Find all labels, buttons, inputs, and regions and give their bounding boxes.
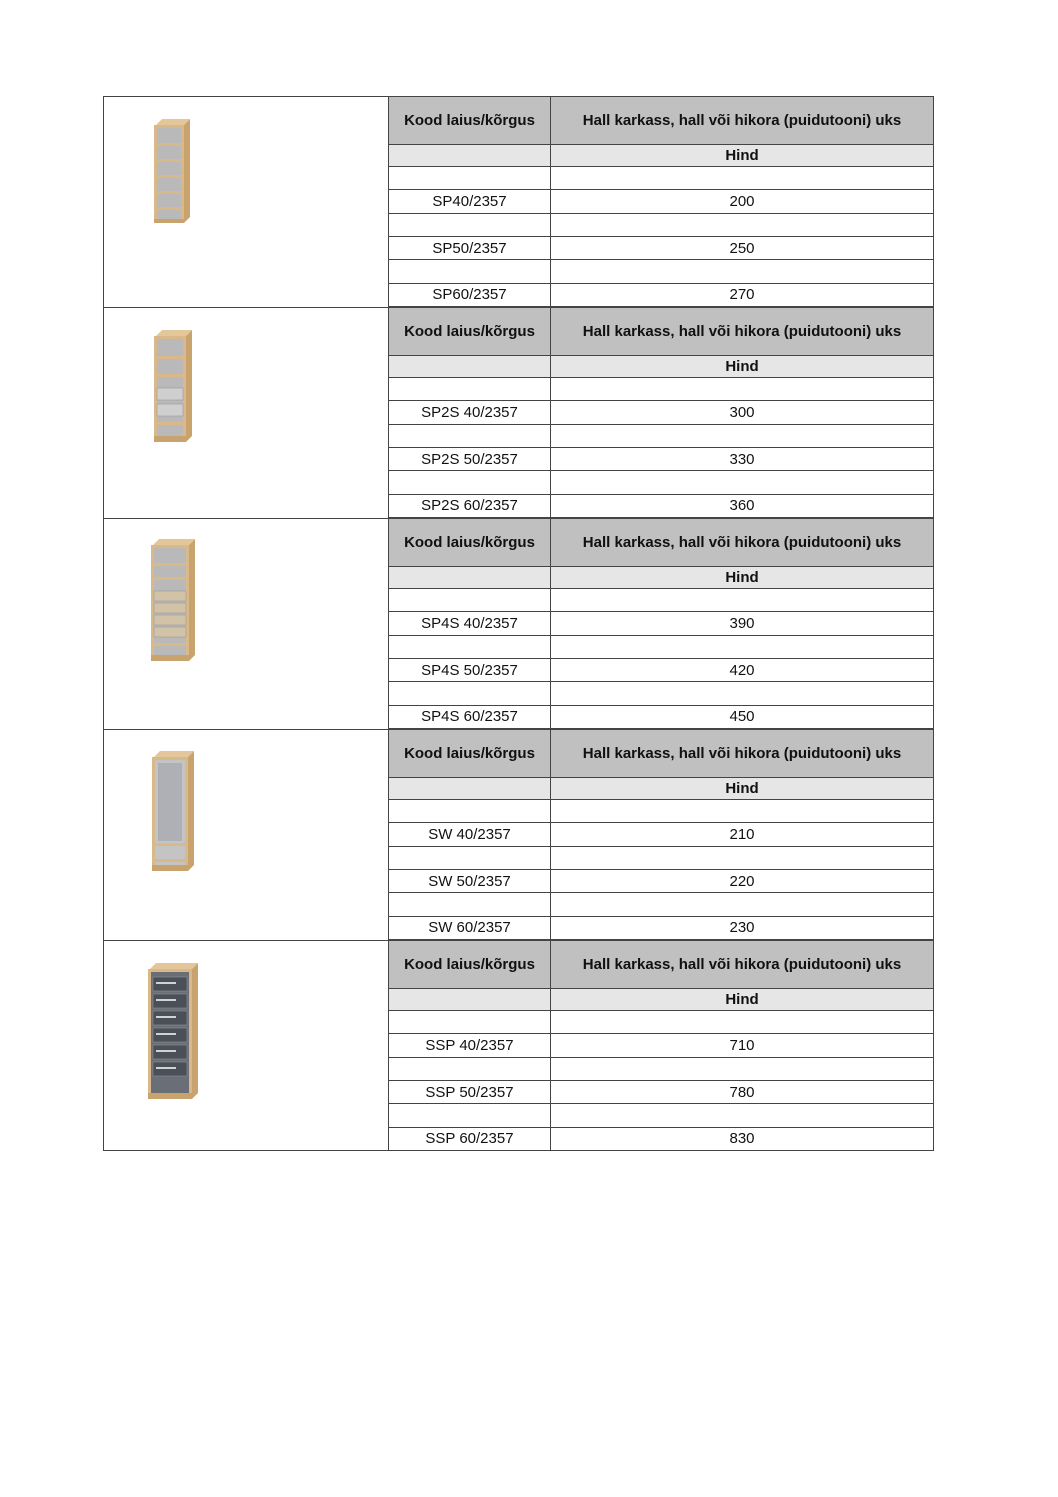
product-code: SSP 40/2357 bbox=[389, 1034, 551, 1057]
svg-text:·: · bbox=[166, 225, 167, 229]
empty-cell bbox=[551, 588, 934, 611]
product-block bbox=[103, 518, 934, 729]
table-row bbox=[389, 705, 934, 728]
empty-cell bbox=[389, 355, 551, 377]
header-description: Hall karkass, hall või hikora (puidutooni) uks bbox=[551, 519, 934, 567]
empty-cell bbox=[389, 588, 551, 611]
table-row bbox=[389, 658, 934, 681]
header-code: Kood laius/kõrgus bbox=[389, 519, 551, 567]
empty-cell bbox=[551, 893, 934, 916]
empty-cell bbox=[389, 682, 551, 705]
product-image-cell bbox=[103, 729, 388, 940]
product-price: 390 bbox=[551, 612, 934, 635]
empty-cell bbox=[551, 471, 934, 494]
product-image-cell bbox=[103, 518, 388, 729]
table-row bbox=[389, 494, 934, 517]
empty-cell bbox=[389, 260, 551, 283]
empty-cell bbox=[389, 635, 551, 658]
header-description: Hall karkass, hall või hikora (puidutooni) uks bbox=[551, 97, 934, 145]
table-row bbox=[389, 869, 934, 892]
empty-cell bbox=[389, 988, 551, 1010]
product-price: 230 bbox=[551, 916, 934, 939]
open-shelf-cabinet-icon bbox=[152, 119, 194, 229]
price-label: Hind bbox=[551, 777, 934, 799]
price-sheet bbox=[103, 96, 934, 1151]
empty-cell bbox=[551, 213, 934, 236]
product-block bbox=[103, 940, 934, 1151]
header-code: Kood laius/kõrgus bbox=[389, 308, 551, 356]
header-description: Hall karkass, hall või hikora (puidutooni) uks bbox=[551, 308, 934, 356]
table-row bbox=[389, 612, 934, 635]
product-price: 300 bbox=[551, 401, 934, 424]
empty-cell bbox=[551, 377, 934, 400]
empty-cell bbox=[389, 471, 551, 494]
table-row bbox=[389, 190, 934, 213]
price-table bbox=[388, 307, 934, 518]
product-price: 330 bbox=[551, 447, 934, 470]
product-price: 360 bbox=[551, 494, 934, 517]
product-price: 210 bbox=[551, 823, 934, 846]
product-price: 220 bbox=[551, 869, 934, 892]
table-row bbox=[389, 236, 934, 259]
price-label: Hind bbox=[551, 988, 934, 1010]
product-block bbox=[103, 96, 934, 307]
table-row bbox=[389, 823, 934, 846]
header-code: Kood laius/kõrgus bbox=[389, 941, 551, 989]
product-code: SSP 50/2357 bbox=[389, 1080, 551, 1103]
price-table bbox=[388, 518, 934, 729]
pullout-drawer-cabinet-icon bbox=[146, 963, 202, 1105]
price-label: Hind bbox=[551, 144, 934, 166]
empty-cell bbox=[389, 777, 551, 799]
shelf-cabinet-2-drawers-icon bbox=[152, 330, 196, 448]
product-price: 200 bbox=[551, 190, 934, 213]
product-code: SP4S 40/2357 bbox=[389, 612, 551, 635]
empty-cell bbox=[389, 1057, 551, 1080]
empty-cell bbox=[389, 893, 551, 916]
product-code: SP2S 50/2357 bbox=[389, 447, 551, 470]
empty-cell bbox=[551, 1104, 934, 1127]
empty-cell bbox=[551, 166, 934, 189]
product-code: SP2S 60/2357 bbox=[389, 494, 551, 517]
product-code: SP4S 60/2357 bbox=[389, 705, 551, 728]
table-row bbox=[389, 916, 934, 939]
product-image-cell bbox=[103, 940, 388, 1151]
empty-cell bbox=[551, 424, 934, 447]
table-row bbox=[389, 1034, 934, 1057]
price-table bbox=[388, 96, 934, 307]
header-description: Hall karkass, hall või hikora (puidutooni) uks bbox=[551, 941, 934, 989]
product-price: 270 bbox=[551, 283, 934, 306]
product-code: SP4S 50/2357 bbox=[389, 658, 551, 681]
product-code: SP2S 40/2357 bbox=[389, 401, 551, 424]
empty-cell bbox=[389, 1010, 551, 1033]
empty-cell bbox=[389, 566, 551, 588]
wardrobe-cabinet-icon bbox=[150, 751, 198, 877]
product-image-cell bbox=[103, 307, 388, 518]
product-price: 710 bbox=[551, 1034, 934, 1057]
empty-cell bbox=[551, 1010, 934, 1033]
header-code: Kood laius/kõrgus bbox=[389, 97, 551, 145]
empty-cell bbox=[551, 1057, 934, 1080]
empty-cell bbox=[389, 144, 551, 166]
shelf-cabinet-4-drawers-icon bbox=[149, 539, 199, 667]
table-row bbox=[389, 1080, 934, 1103]
empty-cell bbox=[389, 213, 551, 236]
table-row bbox=[389, 447, 934, 470]
product-price: 250 bbox=[551, 236, 934, 259]
price-table bbox=[388, 729, 934, 940]
product-price: 450 bbox=[551, 705, 934, 728]
empty-cell bbox=[551, 635, 934, 658]
empty-cell bbox=[389, 377, 551, 400]
empty-cell bbox=[389, 166, 551, 189]
table-row bbox=[389, 1127, 934, 1150]
empty-cell bbox=[389, 424, 551, 447]
product-code: SP60/2357 bbox=[389, 283, 551, 306]
empty-cell bbox=[551, 846, 934, 869]
product-price: 420 bbox=[551, 658, 934, 681]
table-row bbox=[389, 401, 934, 424]
price-table bbox=[388, 940, 934, 1151]
header-description: Hall karkass, hall või hikora (puidutooni) uks bbox=[551, 730, 934, 778]
empty-cell bbox=[389, 1104, 551, 1127]
product-code: SSP 60/2357 bbox=[389, 1127, 551, 1150]
price-label: Hind bbox=[551, 355, 934, 377]
empty-cell bbox=[551, 682, 934, 705]
product-block bbox=[103, 307, 934, 518]
empty-cell bbox=[389, 846, 551, 869]
product-code: SP50/2357 bbox=[389, 236, 551, 259]
product-image-cell bbox=[103, 96, 388, 307]
product-price: 830 bbox=[551, 1127, 934, 1150]
empty-cell bbox=[551, 260, 934, 283]
table-row bbox=[389, 283, 934, 306]
product-price: 780 bbox=[551, 1080, 934, 1103]
product-block bbox=[103, 729, 934, 940]
product-code: SW 60/2357 bbox=[389, 916, 551, 939]
product-code: SW 50/2357 bbox=[389, 869, 551, 892]
empty-cell bbox=[551, 799, 934, 822]
product-code: SW 40/2357 bbox=[389, 823, 551, 846]
header-code: Kood laius/kõrgus bbox=[389, 730, 551, 778]
price-label: Hind bbox=[551, 566, 934, 588]
empty-cell bbox=[389, 799, 551, 822]
product-code: SP40/2357 bbox=[389, 190, 551, 213]
